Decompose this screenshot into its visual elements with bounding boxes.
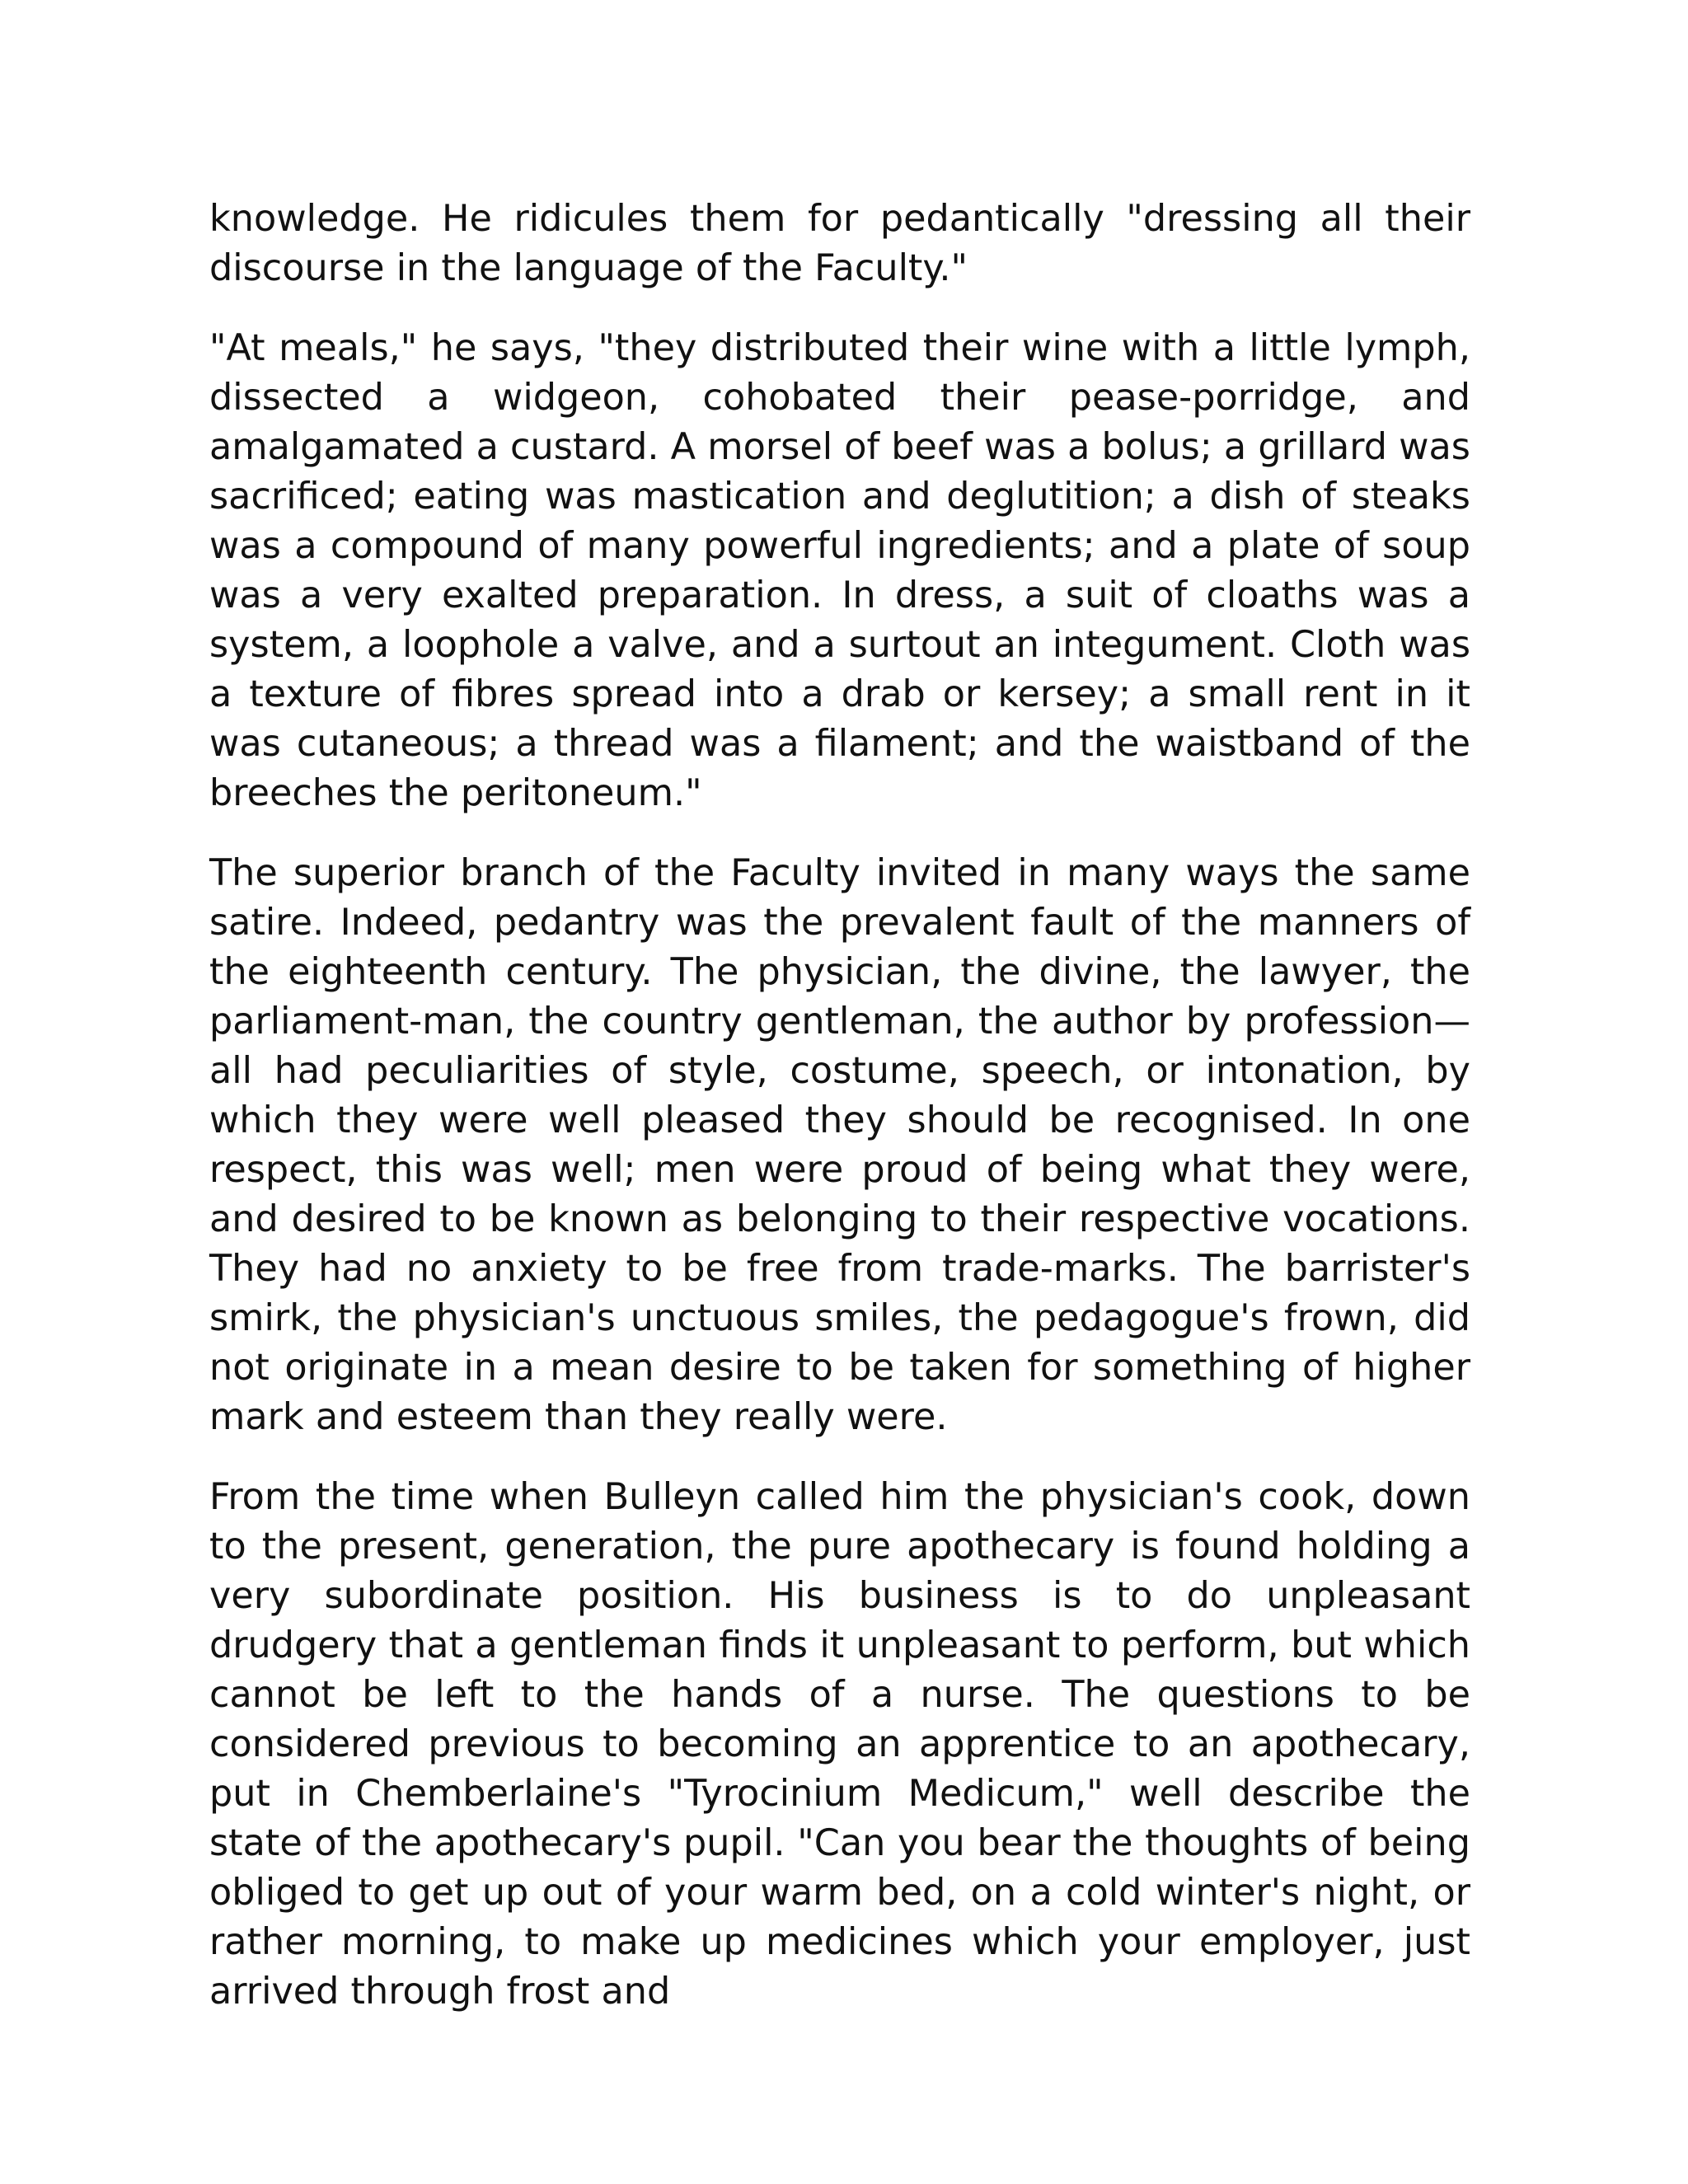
paragraph-1: knowledge. He ridicules them for pedantically "dressing all their discourse in the language of the Faculty." (209, 198, 1470, 289)
page-text (209, 194, 1470, 2017)
paragraph-4: From the time when Bulleyn called him the physician's cook, down to the present, generation, the pure apothecary is found holding a very subordinate position. His business is to do unpleasant drudgery that a gentleman finds it unpleasant to perform, but which cannot be left to the hands of a nurse. The questions to be considered previous to becoming an apprentice to an apothecary, put in Chemberlaine's "Tyrocinium Medicum," well describe the state of the apothecary's pupil. "Can you bear the thoughts of being obliged to get up out of your warm bed, on a cold winter's night, or rather morning, to make up medicines which your employer, just arrived through frost and (209, 1476, 1470, 2013)
paragraph-3: The superior branch of the Faculty invited in many ways the same satire. Indeed, pedantry was the prevalent fault of the manners of the eighteenth century. The physician, the divine, the lawyer, the parliament-man, the country gentleman, the author by profession—all had peculiarities of style, costume, speech, or intonation, by which they were well pleased they should be recognised. In one respect, this was well; men were proud of being what they were, and desired to be known as belonging to their respective vocations. They had no anxiety to be free from trade-marks. The barrister's smirk, the physician's unctuous smiles, the pedagogue's frown, did not originate in a mean desire to be taken for something of higher mark and esteem than they really were. (209, 852, 1470, 1438)
paragraph-2: "At meals," he says, "they distributed their wine with a little lymph, dissected a widgeon, cohobated their pease-porridge, and amalgamated a custard. A morsel of beef was a bolus; a grillard was sacrificed; eating was mastication and deglutition; a dish of steaks was a compound of many powerful ingredients; and a plate of soup was a very exalted preparation. In dress, a suit of cloaths was a system, a loophole a valve, and a surtout an integument. Cloth was a texture of fibres spread into a drab or kersey; a small rent in it was cutaneous; a thread was a filament; and the waistband of the breeches the peritoneum." (209, 327, 1470, 814)
